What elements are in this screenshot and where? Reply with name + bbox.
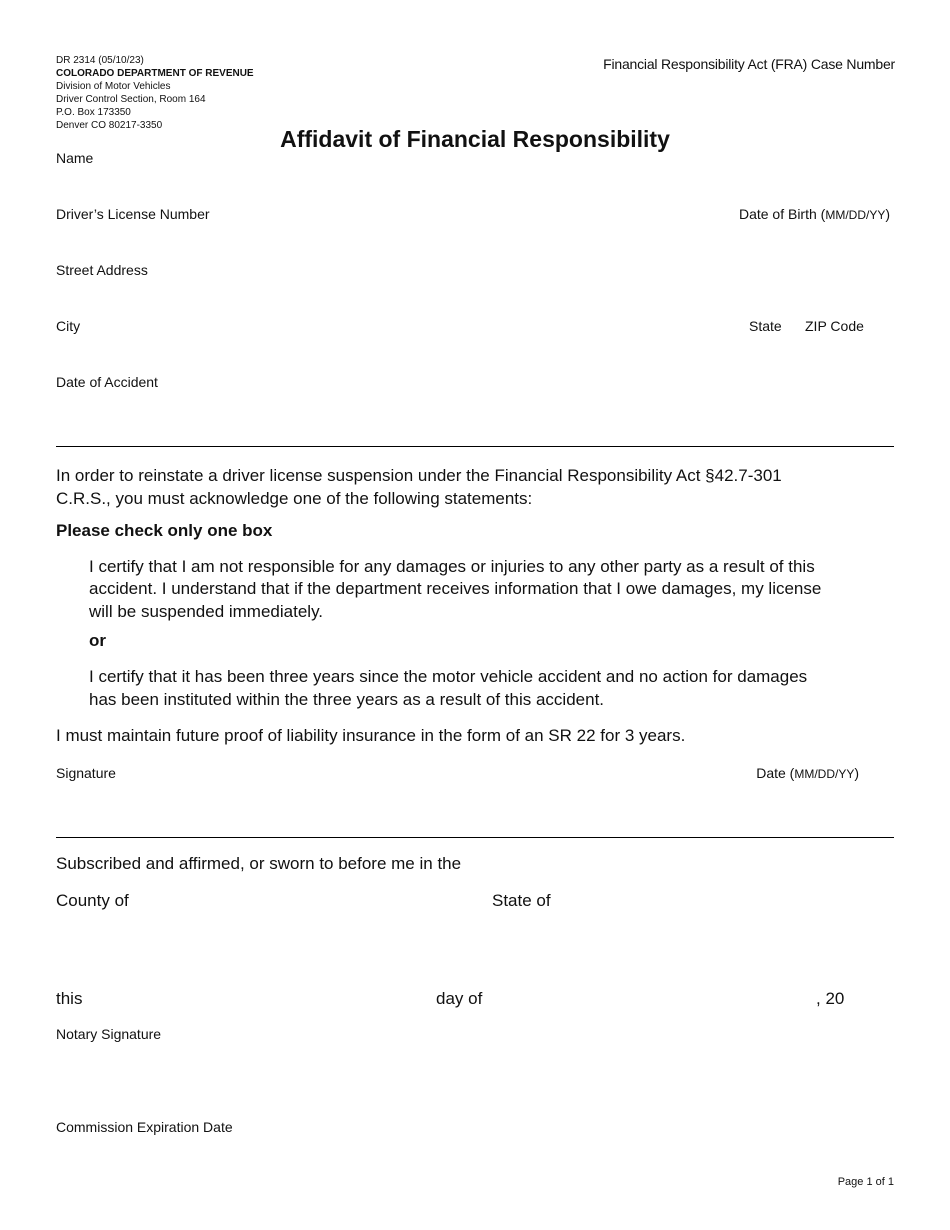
name-label: Name [56, 150, 94, 166]
division-name: Division of Motor Vehicles [56, 81, 171, 92]
intro-line-1: In order to reinstate a driver license suspension under the Financial Responsibility Act §42.7-301 [56, 466, 782, 485]
state-label: State [749, 318, 782, 334]
form-id: DR 2314 (05/10/23) [56, 55, 144, 66]
section-name: Driver Control Section, Room 164 [56, 94, 206, 105]
day-of-label: day of [436, 989, 483, 1008]
check-instruction: Please check only one box [56, 521, 273, 540]
city-label: City [56, 318, 81, 334]
accident-date-label: Date of Accident [56, 374, 158, 390]
notary-divider [56, 837, 894, 838]
notary-state-label: State of [492, 891, 551, 910]
agency-name: COLORADO DEPARTMENT OF REVENUE [56, 68, 254, 79]
notary-intro: Subscribed and affirmed, or sworn to before me in the [56, 854, 462, 873]
intro-line-2: C.R.S., you must acknowledge one of the following statements: [56, 489, 533, 508]
insurance-note: I must maintain future proof of liability insurance in the form of an SR 22 for 3 years. [56, 726, 686, 745]
option-1-line-1: I certify that I am not responsible for any damages or injuries to any other party as a result of this [89, 557, 815, 576]
option-1-line-2: accident. I understand that if the department receives information that I owe damages, my license [89, 579, 822, 598]
city-line: Denver CO 80217-3350 [56, 120, 163, 131]
option-1-line-3: will be suspended immediately. [89, 602, 324, 621]
year-label: , 20 [816, 989, 845, 1008]
option-2-line-1: I certify that it has been three years since the motor vehicle accident and no action for damages [89, 667, 808, 686]
signature-date-label: Date (MM/DD/YY) [756, 765, 859, 781]
section-divider [56, 446, 894, 447]
county-label: County of [56, 891, 129, 910]
street-address-label: Street Address [56, 262, 148, 278]
page-title: Affidavit of Financial Responsibility [280, 126, 670, 152]
license-number-label: Driver’s License Number [56, 206, 210, 222]
page-number: Page 1 of 1 [837, 1176, 894, 1188]
or-separator: or [89, 631, 106, 650]
dob-label: Date of Birth (MM/DD/YY) [738, 206, 890, 222]
option-2-line-2: has been instituted within the three years as a result of this accident. [89, 690, 605, 709]
commission-expiration-label: Commission Expiration Date [56, 1119, 233, 1135]
zip-code-label: ZIP Code [805, 318, 864, 334]
notary-signature-label: Notary Signature [56, 1026, 162, 1042]
po-box: P.O. Box 173350 [56, 107, 131, 118]
signature-label: Signature [56, 765, 116, 781]
this-label: this [56, 989, 83, 1008]
fra-case-number-label: Financial Responsibility Act (FRA) Case Number [603, 56, 895, 72]
